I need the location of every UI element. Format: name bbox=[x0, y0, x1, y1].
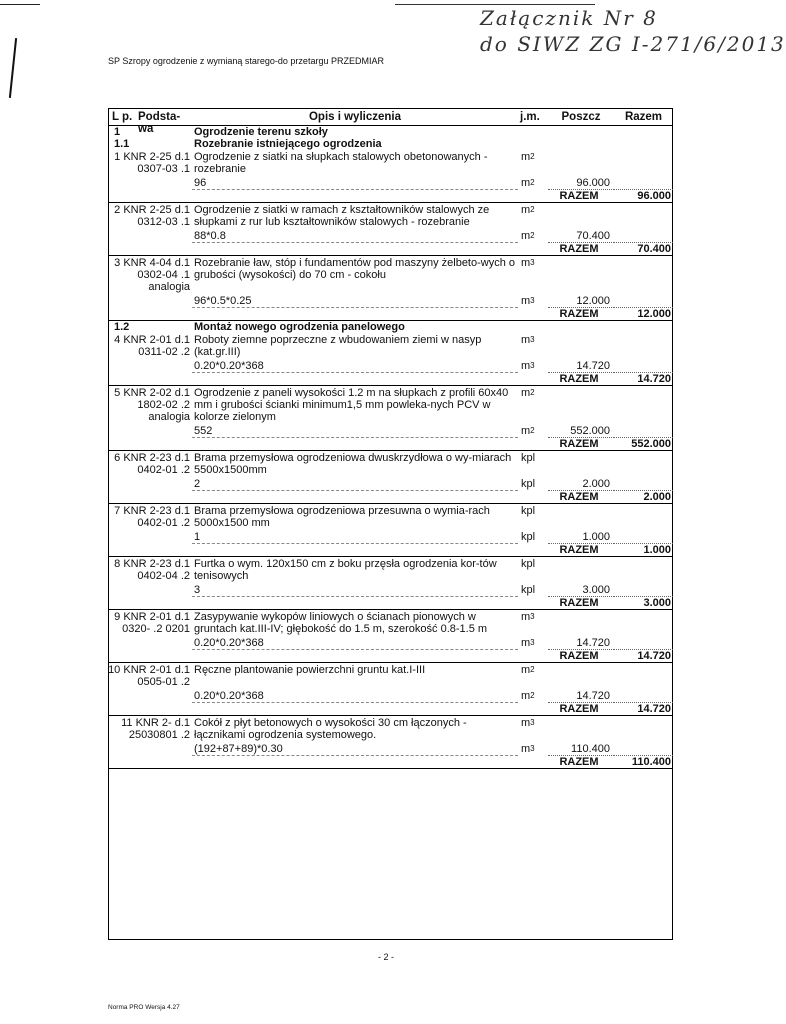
row-basis bbox=[108, 373, 192, 386]
row-total bbox=[614, 663, 673, 689]
row-total bbox=[614, 582, 673, 597]
item-row bbox=[108, 333, 673, 358]
row-description: 3 bbox=[192, 582, 518, 597]
row-description: Rozebranie ław, stóp i fundamentów pod maszyny żelbeto-wych o grubości (wysokości) do 70 cm - cokołu bbox=[194, 257, 516, 281]
row-unit bbox=[518, 703, 548, 716]
calculation-row bbox=[108, 741, 673, 756]
total-row bbox=[108, 650, 673, 663]
calculation-row bbox=[108, 529, 673, 544]
row-partial: 96.000 bbox=[576, 177, 610, 189]
item-row bbox=[108, 504, 673, 530]
document-header: SP Szropy ogrodzenie z wymianą starego-do przetargu PRZEDMIAR bbox=[108, 56, 384, 66]
unit-exponent: 3 bbox=[530, 361, 535, 370]
unit-text: m bbox=[521, 690, 531, 702]
row-unit bbox=[518, 650, 548, 663]
row-description: (192+87+89)*0.30 bbox=[192, 741, 518, 756]
row-total bbox=[614, 293, 673, 308]
row-unit bbox=[518, 243, 548, 256]
row-unit bbox=[518, 228, 548, 243]
row-basis bbox=[108, 423, 192, 438]
col-total: Razem bbox=[614, 109, 673, 126]
row-basis bbox=[108, 308, 192, 321]
row-basis bbox=[108, 491, 192, 504]
row-unit bbox=[518, 557, 548, 583]
row-basis bbox=[108, 529, 192, 544]
row-description: 0.20*0.20*368 bbox=[192, 688, 518, 703]
row-total bbox=[614, 386, 673, 424]
unit-text: m bbox=[521, 295, 531, 307]
row-unit bbox=[518, 190, 548, 203]
razem-label: RAZEM bbox=[548, 597, 614, 610]
unit-exponent: 2 bbox=[530, 205, 535, 214]
row-unit bbox=[518, 373, 548, 386]
row-description: 1 bbox=[192, 529, 518, 544]
row-unit bbox=[518, 438, 548, 451]
unit-text: m bbox=[521, 743, 531, 755]
item-row bbox=[108, 150, 673, 175]
unit-text: m bbox=[521, 387, 531, 399]
row-total bbox=[614, 451, 673, 477]
software-footer: Norma PRO Wersja 4.27 bbox=[108, 1004, 180, 1011]
row-description: Montaż nowego ogrodzenia panelowego bbox=[194, 321, 405, 333]
section-row bbox=[108, 138, 673, 150]
row-unit bbox=[518, 126, 548, 139]
item-row bbox=[108, 663, 673, 689]
row-total bbox=[614, 203, 673, 229]
row-basis bbox=[108, 544, 192, 557]
razem-value: 14.720 bbox=[614, 373, 673, 386]
row-basis: 10 KNR 2-01 d.1 0505-01 .2 bbox=[108, 664, 190, 688]
row-basis: 11 KNR 2- d.1 25030801 .2 bbox=[121, 717, 190, 741]
row-basis: 4 KNR 2-01 d.1 0311-02 .2 bbox=[114, 334, 190, 358]
row-description: 96 bbox=[192, 175, 518, 190]
row-lp: 1.2 bbox=[114, 321, 130, 333]
total-row bbox=[108, 438, 673, 451]
item-row bbox=[108, 610, 673, 636]
row-description: Ręczne plantowanie powierzchni gruntu kat.I-III bbox=[194, 664, 426, 676]
row-total bbox=[614, 635, 673, 650]
row-partial bbox=[548, 333, 614, 358]
row-total bbox=[614, 150, 673, 175]
row-description bbox=[192, 703, 518, 716]
unit-exponent: 3 bbox=[530, 335, 535, 344]
row-partial bbox=[548, 126, 614, 139]
row-basis bbox=[108, 476, 192, 491]
razem-label: RAZEM bbox=[548, 190, 614, 203]
row-partial: 3.000 bbox=[582, 584, 610, 596]
unit-text: kpl bbox=[521, 452, 536, 464]
row-partial bbox=[548, 557, 614, 583]
row-total bbox=[614, 529, 673, 544]
margin-mark bbox=[9, 38, 17, 98]
total-row bbox=[108, 190, 673, 203]
row-description bbox=[192, 650, 518, 663]
row-basis: 8 KNR 2-23 d.1 0402-04 .2 bbox=[114, 558, 190, 582]
unit-exponent: 2 bbox=[530, 178, 535, 187]
row-unit bbox=[518, 175, 548, 190]
row-description: 88*0.8 bbox=[192, 228, 518, 243]
row-description: Brama przemysłowa ogrodzeniowa dwuskrzydłowa o wy-miarach 5500x1500mm bbox=[194, 452, 512, 476]
row-basis bbox=[108, 635, 192, 650]
calculation-row bbox=[108, 358, 673, 373]
razem-value: 552.000 bbox=[614, 438, 673, 451]
row-basis: 2 KNR 2-25 d.1 0312-03 .1 bbox=[114, 204, 190, 228]
unit-exponent: 3 bbox=[530, 296, 535, 305]
total-row bbox=[108, 373, 673, 386]
row-total bbox=[614, 228, 673, 243]
unit-text: m bbox=[521, 177, 531, 189]
row-total bbox=[614, 175, 673, 190]
row-unit bbox=[518, 504, 548, 530]
row-description: Ogrodzenie terenu szkoły bbox=[194, 126, 328, 138]
row-basis bbox=[108, 228, 192, 243]
row-partial bbox=[548, 321, 614, 334]
row-unit bbox=[518, 741, 548, 756]
row-total bbox=[614, 358, 673, 373]
row-basis bbox=[108, 190, 192, 203]
unit-exponent: 3 bbox=[530, 638, 535, 647]
row-basis bbox=[108, 582, 192, 597]
unit-exponent: 3 bbox=[530, 258, 535, 267]
unit-exponent: 2 bbox=[530, 152, 535, 161]
row-total bbox=[614, 333, 673, 358]
row-partial bbox=[548, 663, 614, 689]
row-description bbox=[192, 438, 518, 451]
unit-exponent: 2 bbox=[530, 388, 535, 397]
row-unit bbox=[518, 716, 548, 742]
row-description: Ogrodzenie z siatki w ramach z kształtowników stalowych ze słupkami z rur lub kształtowników stalowych - rozebranie bbox=[194, 204, 490, 228]
row-unit bbox=[518, 597, 548, 610]
total-row bbox=[108, 597, 673, 610]
row-unit bbox=[518, 333, 548, 358]
item-row bbox=[108, 557, 673, 583]
razem-label: RAZEM bbox=[548, 756, 614, 769]
section-row bbox=[108, 321, 673, 334]
row-partial: 14.720 bbox=[576, 637, 610, 649]
row-basis bbox=[108, 688, 192, 703]
row-description: Ogrodzenie z siatki na słupkach stalowych obetonowanych - rozebranie bbox=[194, 151, 488, 175]
row-unit bbox=[518, 663, 548, 689]
razem-value: 14.720 bbox=[614, 650, 673, 663]
row-description: Cokół z płyt betonowych o wysokości 30 cm łączonych - łącznikami ogrodzenia systemowego. bbox=[194, 717, 467, 741]
handwritten-annotation-line2: do SIWZ ZG I-271/6/2013 bbox=[480, 32, 786, 56]
total-row bbox=[108, 308, 673, 321]
row-partial bbox=[548, 256, 614, 294]
row-description: Brama przemysłowa ogrodzeniowa przesuwna o wymia-rach 5000x1500 mm bbox=[194, 505, 490, 529]
row-unit bbox=[518, 150, 548, 175]
unit-exponent: 2 bbox=[530, 231, 535, 240]
unit-text: m bbox=[521, 360, 531, 372]
row-basis: 9 KNR 2-01 d.1 0320- .2 0201 bbox=[114, 611, 190, 635]
row-basis bbox=[108, 293, 192, 308]
row-basis bbox=[108, 438, 192, 451]
item-row bbox=[108, 203, 673, 229]
total-row bbox=[108, 703, 673, 716]
row-unit bbox=[518, 688, 548, 703]
row-unit bbox=[518, 756, 548, 769]
row-basis bbox=[108, 175, 192, 190]
razem-value: 110.400 bbox=[614, 756, 673, 769]
razem-value: 14.720 bbox=[614, 703, 673, 716]
row-unit bbox=[518, 451, 548, 477]
razem-label: RAZEM bbox=[548, 308, 614, 321]
row-description: Ogrodzenie z paneli wysokości 1.2 m na słupkach z profili 60x40 mm i grubości ścianki minimum1,5 mm powleka-nych PCV w kolorze zielonym bbox=[194, 387, 509, 423]
razem-label: RAZEM bbox=[548, 650, 614, 663]
razem-label: RAZEM bbox=[548, 373, 614, 386]
unit-text: kpl bbox=[521, 531, 536, 543]
row-lp: 1.1 bbox=[114, 138, 130, 150]
unit-text: kpl bbox=[521, 558, 536, 570]
unit-text: m bbox=[521, 425, 531, 437]
handwritten-annotation-line1: Załącznik Nr 8 bbox=[480, 6, 658, 30]
razem-value: 2.000 bbox=[614, 491, 673, 504]
unit-exponent: 2 bbox=[530, 665, 535, 674]
table-header-row bbox=[108, 109, 673, 126]
calculation-row bbox=[108, 423, 673, 438]
row-partial bbox=[548, 504, 614, 530]
razem-value: 70.400 bbox=[614, 243, 673, 256]
bill-of-quantities-table bbox=[108, 108, 673, 769]
row-description bbox=[192, 544, 518, 557]
row-lp: 1 bbox=[114, 126, 121, 138]
row-total bbox=[614, 557, 673, 583]
col-unit: j.m. bbox=[518, 109, 548, 126]
calculation-row bbox=[108, 293, 673, 308]
row-total bbox=[614, 741, 673, 756]
unit-exponent: 2 bbox=[530, 691, 535, 700]
unit-text: m bbox=[521, 204, 531, 216]
unit-text: m bbox=[521, 230, 531, 242]
top-rule-right bbox=[395, 4, 595, 5]
row-partial bbox=[548, 150, 614, 175]
item-row bbox=[108, 386, 673, 424]
total-row bbox=[108, 243, 673, 256]
row-total bbox=[614, 423, 673, 438]
row-partial bbox=[548, 451, 614, 477]
unit-exponent: 2 bbox=[530, 426, 535, 435]
row-description: 0.20*0.20*368 bbox=[192, 635, 518, 650]
row-description bbox=[192, 190, 518, 203]
row-partial: 552.000 bbox=[570, 425, 610, 437]
row-description: Zasypywanie wykopów liniowych o ścianach pionowych w gruntach kat.III-IV; głębokość do 1.5 m, szerokość 0.8-1.5 m bbox=[194, 611, 488, 635]
unit-text: kpl bbox=[521, 505, 536, 517]
row-description bbox=[192, 756, 518, 769]
item-row bbox=[108, 451, 673, 477]
row-partial bbox=[548, 716, 614, 742]
row-description: 552 bbox=[192, 423, 518, 438]
row-description: Rozebranie istniejącego ogrodzenia bbox=[194, 138, 382, 150]
row-unit bbox=[518, 308, 548, 321]
row-description bbox=[192, 597, 518, 610]
row-unit bbox=[518, 529, 548, 544]
unit-text: kpl bbox=[521, 584, 536, 596]
unit-text: kpl bbox=[521, 478, 536, 490]
row-partial bbox=[548, 138, 614, 150]
calculation-row bbox=[108, 635, 673, 650]
razem-value: 1.000 bbox=[614, 544, 673, 557]
row-partial: 1.000 bbox=[582, 531, 610, 543]
row-partial: 110.400 bbox=[571, 743, 610, 755]
unit-text: m bbox=[521, 637, 531, 649]
razem-label: RAZEM bbox=[548, 544, 614, 557]
row-unit bbox=[518, 635, 548, 650]
row-basis bbox=[108, 597, 192, 610]
calculation-row bbox=[108, 476, 673, 491]
row-unit bbox=[518, 491, 548, 504]
row-unit bbox=[518, 386, 548, 424]
row-unit bbox=[518, 256, 548, 294]
row-description: 96*0.5*0.25 bbox=[192, 293, 518, 308]
razem-value: 3.000 bbox=[614, 597, 673, 610]
row-description: 0.20*0.20*368 bbox=[192, 358, 518, 373]
row-partial bbox=[548, 610, 614, 636]
row-description: Roboty ziemne poprzeczne z wbudowaniem ziemi w nasyp (kat.gr.III) bbox=[194, 334, 482, 358]
row-basis bbox=[108, 358, 192, 373]
row-basis bbox=[108, 756, 192, 769]
row-description bbox=[192, 243, 518, 256]
row-total bbox=[614, 256, 673, 294]
unit-text: m bbox=[521, 151, 531, 163]
row-basis bbox=[108, 243, 192, 256]
row-description bbox=[192, 491, 518, 504]
total-row bbox=[108, 544, 673, 557]
row-basis: 1 KNR 2-25 d.1 0307-03 .1 bbox=[114, 151, 190, 175]
razem-value: 96.000 bbox=[614, 190, 673, 203]
row-basis: 5 KNR 2-02 d.1 1802-02 .2 analogia bbox=[114, 387, 190, 423]
row-partial: 14.720 bbox=[576, 690, 610, 702]
section-row bbox=[108, 126, 673, 139]
row-basis: 7 KNR 2-23 d.1 0402-01 .2 bbox=[114, 505, 190, 529]
top-rule-left bbox=[0, 4, 40, 5]
row-partial bbox=[548, 386, 614, 424]
total-row bbox=[108, 491, 673, 504]
row-unit bbox=[518, 203, 548, 229]
row-partial bbox=[548, 203, 614, 229]
calculation-row bbox=[108, 582, 673, 597]
col-partial: Poszcz bbox=[548, 109, 614, 126]
unit-text: m bbox=[521, 257, 531, 269]
row-basis bbox=[108, 703, 192, 716]
row-description: Furtka o wym. 120x150 cm z boku przęsła ogrodzenia kor-tów tenisowych bbox=[194, 558, 497, 582]
razem-value: 12.000 bbox=[614, 308, 673, 321]
row-unit bbox=[518, 610, 548, 636]
unit-exponent: 3 bbox=[530, 612, 535, 621]
total-row bbox=[108, 756, 673, 769]
row-unit bbox=[518, 293, 548, 308]
row-total bbox=[614, 610, 673, 636]
row-basis bbox=[108, 741, 192, 756]
row-description bbox=[192, 308, 518, 321]
unit-text: m bbox=[521, 334, 531, 346]
unit-text: m bbox=[521, 664, 531, 676]
row-total bbox=[614, 321, 673, 334]
row-unit bbox=[518, 358, 548, 373]
unit-exponent: 3 bbox=[530, 718, 535, 727]
row-unit bbox=[518, 423, 548, 438]
calculation-row bbox=[108, 688, 673, 703]
row-description: 2 bbox=[192, 476, 518, 491]
row-total bbox=[614, 688, 673, 703]
row-total bbox=[614, 504, 673, 530]
col-basis: Podsta- wa bbox=[138, 111, 181, 135]
razem-label: RAZEM bbox=[548, 438, 614, 451]
row-unit bbox=[518, 476, 548, 491]
row-unit bbox=[518, 138, 548, 150]
row-description bbox=[192, 373, 518, 386]
row-partial: 2.000 bbox=[582, 478, 610, 490]
calculation-row bbox=[108, 175, 673, 190]
razem-label: RAZEM bbox=[548, 703, 614, 716]
row-unit bbox=[518, 544, 548, 557]
row-unit bbox=[518, 582, 548, 597]
razem-label: RAZEM bbox=[548, 491, 614, 504]
row-total bbox=[614, 716, 673, 742]
razem-label: RAZEM bbox=[548, 243, 614, 256]
col-lp: L p. bbox=[108, 109, 192, 126]
row-total bbox=[614, 476, 673, 491]
calculation-row bbox=[108, 228, 673, 243]
row-basis: 6 KNR 2-23 d.1 0402-01 .2 bbox=[114, 452, 190, 476]
unit-exponent: 3 bbox=[530, 744, 535, 753]
row-partial: 14.720 bbox=[576, 360, 610, 372]
row-partial: 12.000 bbox=[576, 295, 610, 307]
row-unit bbox=[518, 321, 548, 334]
row-total bbox=[614, 126, 673, 139]
row-basis: 3 KNR 4-04 d.1 0302-04 .1 analogia bbox=[114, 257, 190, 293]
col-description: Opis i wyliczenia bbox=[308, 111, 402, 123]
unit-text: m bbox=[521, 717, 531, 729]
item-row bbox=[108, 716, 673, 742]
row-basis bbox=[108, 650, 192, 663]
page-number: - 2 - bbox=[378, 952, 395, 962]
table-body bbox=[108, 126, 673, 769]
unit-text: m bbox=[521, 611, 531, 623]
item-row bbox=[108, 256, 673, 294]
row-total bbox=[614, 138, 673, 150]
row-partial: 70.400 bbox=[576, 230, 610, 242]
